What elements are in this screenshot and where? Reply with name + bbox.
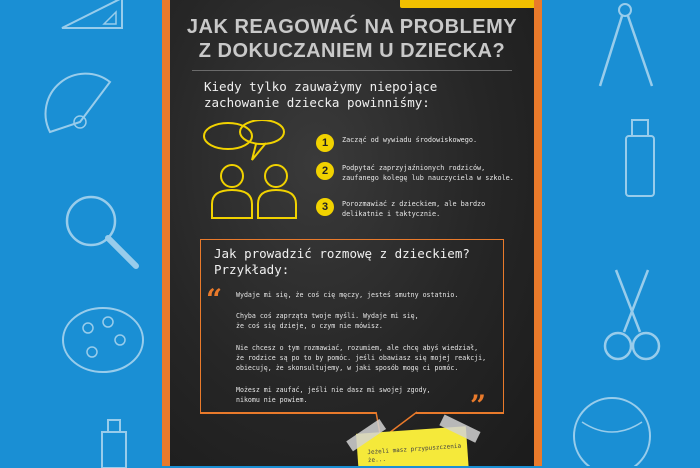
tape-left — [346, 419, 386, 451]
note-line: Jeżeli masz przypuszczenia — [367, 442, 462, 457]
step-line: Porozmawiać z dzieckiem, ale bardzo — [342, 200, 486, 208]
example-4 — [236, 385, 498, 405]
step-line: Zacząć od wywiadu środowiskowego. — [342, 136, 478, 144]
step-text — [342, 136, 532, 146]
example-line: Możesz mi zaufać, jeśli nie dasz mi swojej zgody, — [236, 386, 431, 394]
intro-text — [204, 79, 524, 111]
example-line: Nie chcesz o tym rozmawiać, rozumiem, ale chcę abyś wiedział, — [236, 344, 479, 352]
step-text — [342, 164, 532, 183]
example-1 — [236, 290, 498, 300]
step-number-badge: 1 — [316, 134, 334, 152]
people-icon — [200, 120, 300, 220]
page-title-line-1: JAK REAGOWAĆ NA PROBLEMY — [186, 16, 518, 38]
intro-line-1: Kiedy tylko zauważymy niepojące — [204, 79, 438, 94]
step-line: zaufanego kolegę lub nauczyciela w szkole. — [342, 173, 514, 182]
step-line: Podpytać zaprzyjaźnionych rodziców, — [342, 164, 486, 172]
page-title-line-2: Z DOKUCZANIEM U DZIECKA? — [198, 40, 506, 62]
note-line: że... — [367, 455, 387, 465]
example-line: że rodzice są po to by pomóc. jeśli obawiasz się mojej reakcji, — [236, 354, 487, 362]
protractor-icon — [40, 72, 130, 152]
triangle-ruler-icon — [58, 0, 128, 34]
scissors-icon — [592, 266, 672, 366]
glue-bottle-icon — [96, 418, 132, 468]
step-number-badge: 2 — [316, 162, 334, 180]
sticky-note-text — [367, 442, 468, 465]
example-line: nikomu nie powiem. — [236, 396, 308, 404]
paint-tube-icon — [618, 116, 662, 200]
globe-icon — [562, 386, 662, 466]
palette-icon — [58, 300, 148, 380]
dialog-border — [200, 412, 376, 414]
example-3 — [236, 343, 498, 373]
title-divider — [192, 70, 512, 71]
dialog-title-line-1: Jak prowadzić rozmowę z dzieckiem? — [214, 246, 470, 261]
dialog-title — [214, 246, 494, 278]
chalkboard — [170, 0, 534, 466]
ruler-decoration — [400, 0, 534, 8]
dialog-border — [416, 412, 504, 414]
intro-line-2: zachowanie dziecka powinniśmy: — [204, 95, 430, 110]
step-number-badge: 3 — [316, 198, 334, 216]
close-quote-icon: ” — [470, 389, 487, 422]
example-line: obiecuję, że skonsultujemy, w jaki sposób mogę ci pomóc. — [236, 364, 459, 372]
example-line: Chyba coś zaprząta twoje myśli. Wydaje mi się, — [236, 312, 419, 320]
example-line: że coś się dzieje, o czym nie mówisz. — [236, 322, 383, 330]
magnifier-icon — [56, 186, 146, 276]
step-line: delikatnie i taktycznie. — [342, 209, 441, 218]
speech-bubbles-icon — [204, 120, 284, 160]
dialog-title-line-2: Przykłady: — [214, 262, 290, 277]
compass-icon — [590, 0, 660, 90]
example-line: Wydaje mi się, że coś cię męczy, jesteś smutny ostatnio. — [236, 291, 459, 299]
example-2 — [236, 311, 498, 331]
step-text — [342, 200, 532, 219]
open-quote-icon: “ — [206, 283, 223, 316]
sticky-note — [356, 426, 470, 466]
